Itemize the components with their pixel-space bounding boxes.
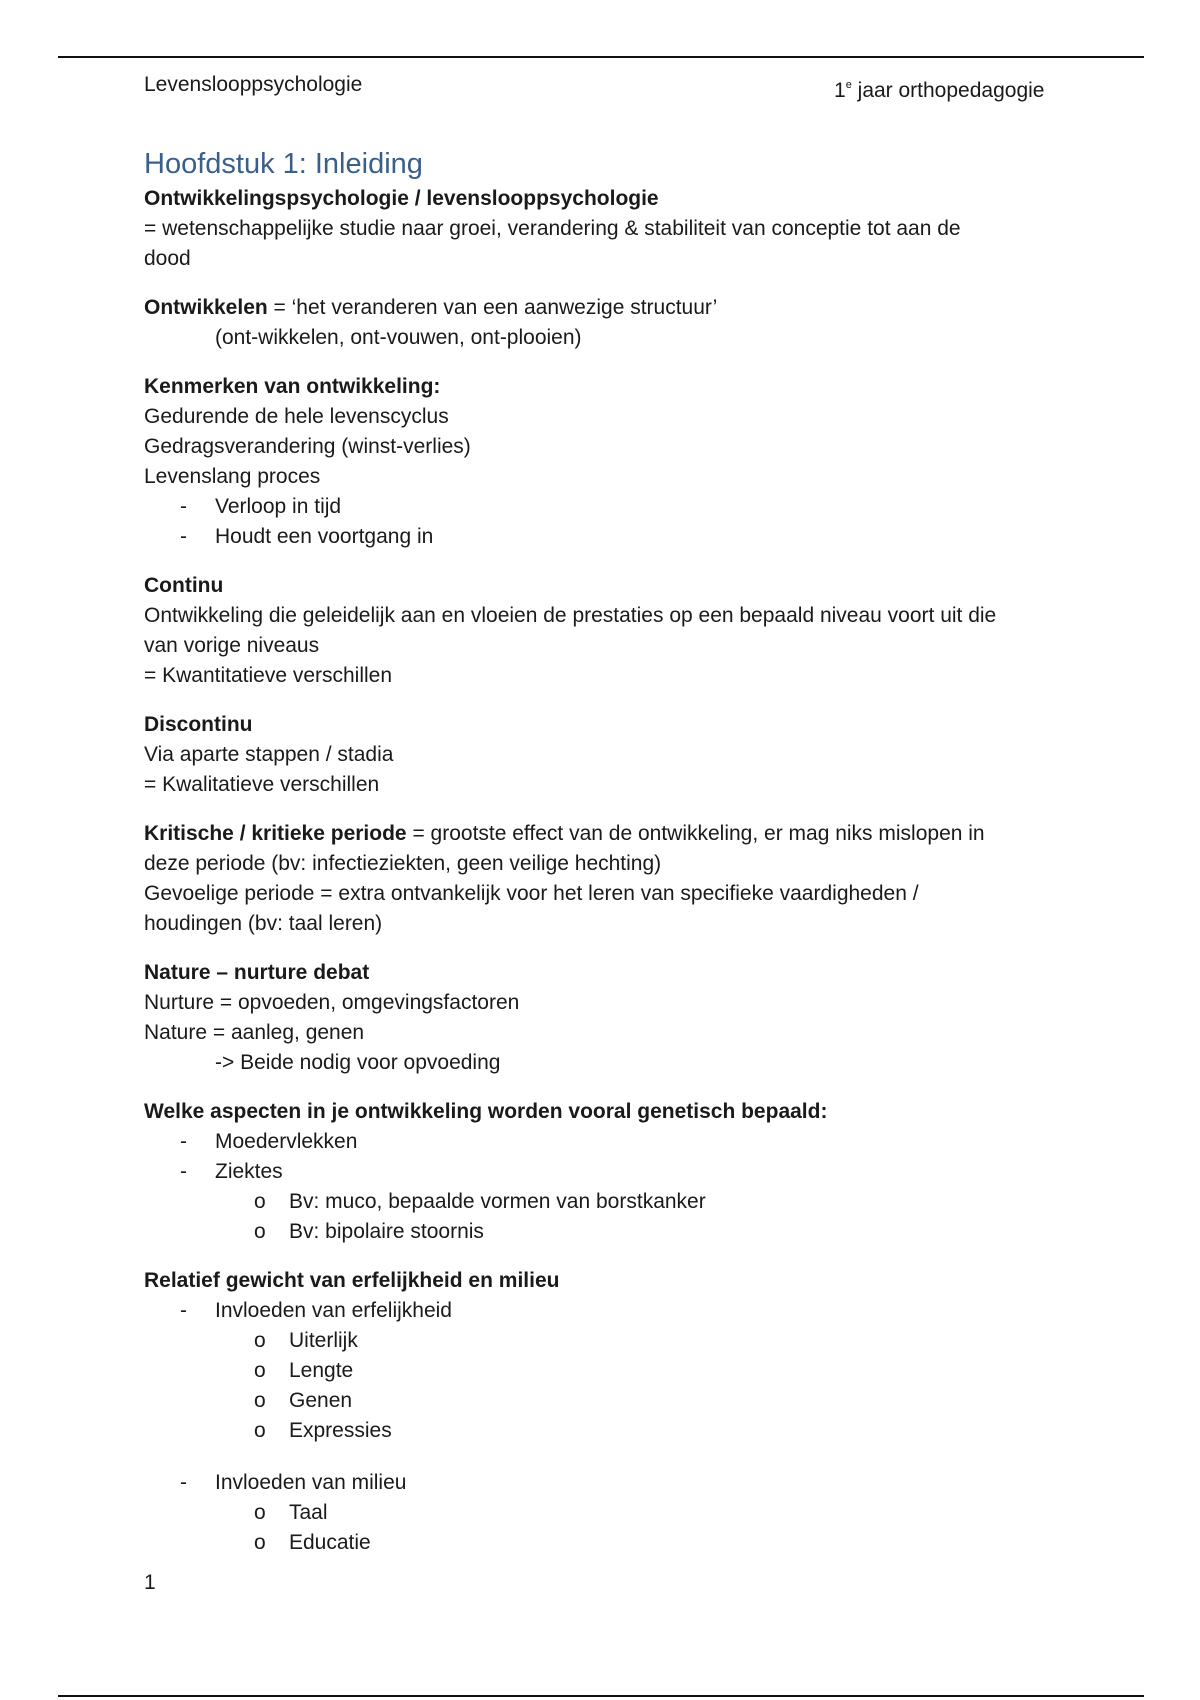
list-item — [144, 1468, 1064, 1498]
sub-list-item-text: Expressies — [289, 1419, 392, 1442]
paragraph-line: Gedurende de hele levenscyclus — [144, 405, 449, 428]
sub-list-item — [144, 1528, 1064, 1558]
paragraph-line: van vorige niveaus — [144, 634, 320, 657]
section-discontinu — [144, 710, 1064, 800]
list-item-text: Moedervlekken — [215, 1130, 358, 1153]
sub-list-item — [144, 1187, 1064, 1217]
paragraph-line: dood — [144, 247, 191, 270]
sub-list-item-text: Uiterlijk — [289, 1329, 358, 1352]
circle-bullet: o — [254, 1359, 266, 1382]
dash-bullet: - — [180, 1160, 187, 1183]
list-item-text: Invloeden van milieu — [215, 1471, 407, 1494]
section-nature-nurture — [144, 958, 1064, 1078]
section-ontwikkelingspsychologie — [144, 184, 1064, 274]
dash-bullet: - — [180, 1471, 187, 1494]
section-continu — [144, 571, 1064, 691]
paragraph-line: Nature = aanleg, genen — [144, 1021, 365, 1044]
sub-list-item — [144, 1217, 1064, 1247]
list-item — [144, 492, 1064, 522]
section-heading: Nature – nurture debat — [144, 961, 370, 984]
section-heading: Ontwikkelingspsychologie / levenslooppsychologie — [144, 187, 659, 210]
list-item — [144, 1127, 1064, 1157]
dash-bullet: - — [180, 1130, 187, 1153]
list-item — [144, 1296, 1064, 1326]
sub-list-item-text: Genen — [289, 1389, 353, 1412]
section-ontwikkelen — [144, 293, 1064, 353]
header-course-title: Levenslooppsychologie — [144, 73, 363, 96]
circle-bullet: o — [254, 1501, 266, 1524]
section-erfelijkheid-milieu — [144, 1266, 1064, 1558]
list-item-text: Houdt een voortgang in — [215, 525, 434, 548]
indented-line: -> Beide nodig voor opvoeding — [215, 1051, 501, 1074]
document-body — [144, 144, 1064, 1558]
list-item — [144, 1157, 1064, 1187]
sub-list-item — [144, 1416, 1064, 1446]
footer-rule — [58, 1695, 1144, 1697]
definition-line — [144, 293, 1064, 323]
paragraph-line: houdingen (bv: taal leren) — [144, 912, 383, 935]
sub-list-item-text: Educatie — [289, 1531, 371, 1554]
section-kritische-periode — [144, 819, 1064, 939]
dash-bullet: - — [180, 1299, 187, 1322]
list-item-text: Verloop in tijd — [215, 495, 342, 518]
section-heading: Welke aspecten in je ontwikkeling worden vooral genetisch bepaald: — [144, 1100, 828, 1123]
sub-list-item-text: Bv: muco, bepaalde vormen van borstkanker — [289, 1190, 706, 1213]
circle-bullet: o — [254, 1190, 266, 1213]
paragraph-line: = Kwantitatieve verschillen — [144, 664, 393, 687]
paragraph-line: Nurture = opvoeden, omgevingsfactoren — [144, 991, 520, 1014]
definition-term: Ontwikkelen — [144, 296, 268, 319]
dash-bullet: - — [180, 525, 187, 548]
circle-bullet: o — [254, 1419, 266, 1442]
circle-bullet: o — [254, 1220, 266, 1243]
circle-bullet: o — [254, 1531, 266, 1554]
section-heading: Discontinu — [144, 713, 253, 736]
definition-text: = grootste effect van de ontwikkeling, er mag niks mislopen in — [406, 822, 985, 845]
header-year-label — [834, 71, 1044, 105]
paragraph-line: deze periode (bv: infectieziekten, geen veilige hechting) — [144, 852, 662, 875]
paragraph-line: Via aparte stappen / stadia — [144, 743, 394, 766]
header-rule — [58, 56, 1144, 58]
sub-list-item — [144, 1386, 1064, 1416]
definition-term: Kritische / kritieke periode — [144, 822, 407, 845]
section-heading: Kenmerken van ontwikkeling: — [144, 375, 441, 398]
section-heading: Relatief gewicht van erfelijkheid en milieu — [144, 1269, 560, 1292]
list-item — [144, 522, 1064, 552]
sub-list-item — [144, 1498, 1064, 1528]
header-year-text: jaar orthopedagogie — [851, 79, 1045, 102]
header-year-number: 1 — [834, 79, 846, 102]
sub-list-item — [144, 1326, 1064, 1356]
section-genetisch-bepaald — [144, 1097, 1064, 1247]
dash-bullet: - — [180, 495, 187, 518]
sub-list-item-text: Taal — [289, 1501, 328, 1524]
indented-line: (ont-wikkelen, ont-vouwen, ont-plooien) — [215, 326, 582, 349]
sub-list-item-text: Bv: bipolaire stoornis — [289, 1220, 484, 1243]
definition-text: = ‘het veranderen van een aanwezige structuur’ — [267, 296, 718, 319]
chapter-title: Hoofdstuk 1: Inleiding — [144, 148, 423, 180]
definition-line — [144, 819, 1064, 849]
paragraph-line: Levenslang proces — [144, 465, 321, 488]
list-item-text: Invloeden van erfelijkheid — [215, 1299, 452, 1322]
header-year-superscript: e — [845, 79, 852, 91]
paragraph-line: Gedragsverandering (winst-verlies) — [144, 435, 471, 458]
paragraph-line: = Kwalitatieve verschillen — [144, 773, 380, 796]
circle-bullet: o — [254, 1329, 266, 1352]
sub-list-item — [144, 1356, 1064, 1386]
section-heading: Continu — [144, 574, 224, 597]
section-kenmerken — [144, 372, 1064, 552]
list-item-text: Ziektes — [215, 1160, 283, 1183]
page-number: 1 — [144, 1571, 156, 1594]
paragraph-line: Ontwikkeling die geleidelijk aan en vloeien de prestaties op een bepaald niveau voort uit die — [144, 604, 997, 627]
circle-bullet: o — [254, 1389, 266, 1412]
paragraph-line: = wetenschappelijke studie naar groei, verandering & stabiliteit van conceptie tot aan de — [144, 217, 961, 240]
sub-list-item-text: Lengte — [289, 1359, 354, 1382]
paragraph-line: Gevoelige periode = extra ontvankelijk voor het leren van specifieke vaardigheden / — [144, 882, 919, 905]
